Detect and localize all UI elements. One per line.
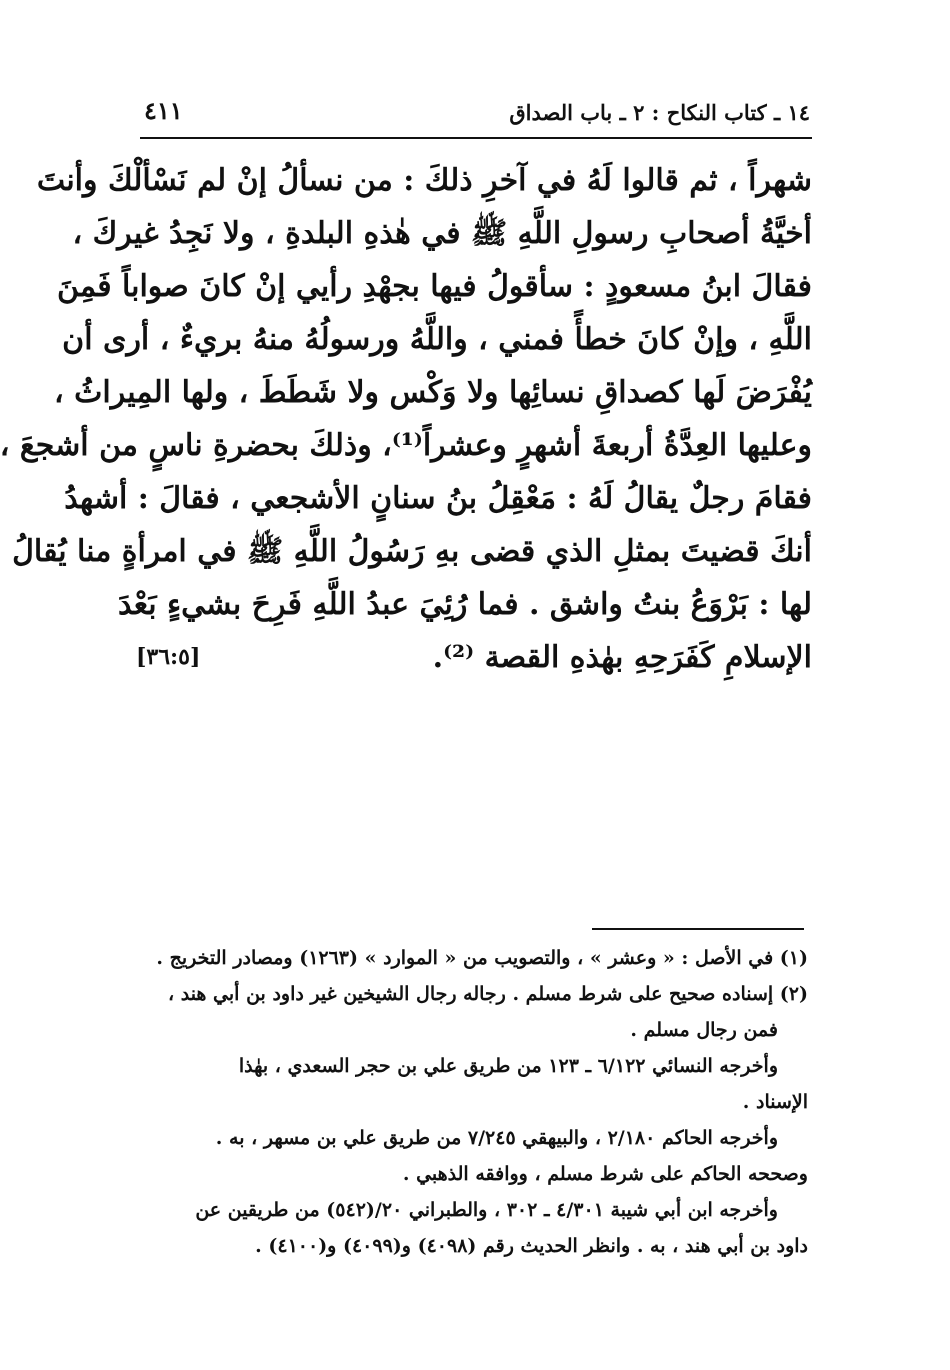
text-line: فقامَ رجلٌ يقالُ لَهُ : مَعْقِلُ بنُ سنانٍ الأشجعي ، فقالَ : أشهدُ <box>64 481 812 516</box>
text-line: وعليها العِدَّةُ أربعةَ أشهرٍ وعشراً⁽¹⁾، وذلكَ بحضرةِ ناسٍ من أشجعَ ، <box>0 428 812 463</box>
footnote-separator <box>592 928 804 930</box>
text-line: فقالَ ابنُ مسعودٍ : سأقولُ فيها بجهْدِ رأيي إنْ كانَ صواباً فَمِنَ <box>57 269 812 304</box>
text-line: أنكَ قضيتَ بمثلِ الذي قضى بهِ رَسُولُ اللَّهِ ﷺ في امرأةٍ منا يُقالُ <box>12 534 812 569</box>
page-number: ٤١١ <box>144 96 183 125</box>
citation-reference: [٣٦:٥] <box>136 644 201 670</box>
footnote-line: (١) في الأصل : « وعشر » ، والتصويب من « الموارد » (١٢٦٣) ومصادر التخريج . <box>156 947 808 969</box>
footnotes <box>126 940 808 1264</box>
text-line: لها : بَرْوَعُ بنتُ واشق . فما رُئِيَ عبدُ اللَّهِ فَرِحَ بشيءٍ بَعْدَ <box>118 587 812 622</box>
text-line: اللَّهِ ، وإنْ كانَ خطأً فمني ، واللَّهُ ورسولُهُ منهُ بريءٌ ، أرى أن <box>62 322 812 357</box>
footnote-line: (٢) إسناده صحيح على شرط مسلم . رجاله رجال الشيخين غير داود بن أبي هند ، <box>167 983 808 1005</box>
footnote-line: وأخرجه الحاكم ٢/١٨٠ ، والبيهقي ٧/٢٤٥ من طريق علي بن مسهر ، به . <box>215 1127 778 1149</box>
text-line: أخيَّةُ أصحابِ رسولِ اللَّهِ ﷺ في هٰذهِ البلدةِ ، ولا نَجِدُ غيركَ ، <box>72 216 812 251</box>
footnote-line: وصححه الحاكم على شرط مسلم ، ووافقه الذهبي . <box>402 1163 808 1185</box>
footnote-line: وأخرجه ابن أبي شيبة ٤/٣٠١ ـ ٣٠٢ ، والطبراني ٢٠/(٥٤٢) من طريقين عن <box>195 1199 778 1221</box>
running-title: ١٤ ـ كتاب النكاح : ٢ ـ باب الصداق <box>509 100 810 125</box>
footnote-line: وأخرجه النسائي ٦/١٢٢ ـ ١٢٣ من طريق علي بن حجر السعدي ، بهٰذا <box>238 1055 778 1077</box>
text-line: شهراً ، ثم قالوا لَهُ في آخرِ ذلكَ : من نسألُ إنْ لم نَسْألْكَ وأنتَ <box>36 163 812 198</box>
header-rule <box>140 137 812 139</box>
footnote-line: فمن رجال مسلم . <box>630 1019 778 1041</box>
main-text <box>0 154 812 684</box>
text-line: الإسلامِ كَفَرَحِهِ بهٰذهِ القصة ⁽²⁾. <box>432 640 812 675</box>
page-header <box>140 96 810 136</box>
footnote-line: داود بن أبي هند ، به . وانظر الحديث رقم (٤٠٩٨) و(٤٠٩٩) و(٤١٠٠) . <box>255 1235 808 1257</box>
footnote-line: الإسناد . <box>742 1091 808 1113</box>
text-line: يُفْرَضَ لَها كصداقِ نسائِها ولا وَكْس ولا شَطَطَ ، ولها المِيراثُ ، <box>54 375 812 410</box>
text-line-last <box>136 631 812 684</box>
